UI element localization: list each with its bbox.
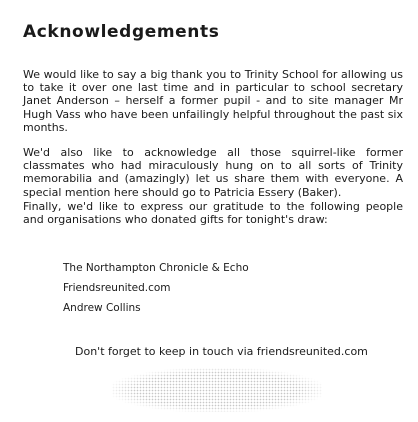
faded-stamp-graphic xyxy=(112,368,322,412)
page-heading: Acknowledgements xyxy=(23,22,220,42)
donors-intro-paragraph: Finally, we'd like to express our gratitude to the following people and organisations who donated gifts for tonight's draw: xyxy=(23,200,403,227)
donor-list xyxy=(63,258,249,318)
classmates-paragraph: We'd also like to acknowledge all those squirrel-like former classmates who had miraculously hung on to all sorts of Trinity memorabilia and (amazingly) let us share them with everyone. A special mention here should go to Patricia Essery (Baker). xyxy=(23,146,403,199)
thanks-paragraph: We would like to say a big thank you to Trinity School for allowing us to take it over one last time and in particular to school secretary Janet Anderson – herself a former pupil - and to site manager Mr Hugh Vass who have been unfailingly helpful throughout the past six months. xyxy=(23,68,403,134)
donor-item: Andrew Collins xyxy=(63,302,141,314)
closing-line: Don't forget to keep in touch via friendsreunited.com xyxy=(75,345,368,358)
donor-item: The Northampton Chronicle & Echo xyxy=(63,262,249,274)
donor-item: Friendsreunited.com xyxy=(63,282,171,294)
